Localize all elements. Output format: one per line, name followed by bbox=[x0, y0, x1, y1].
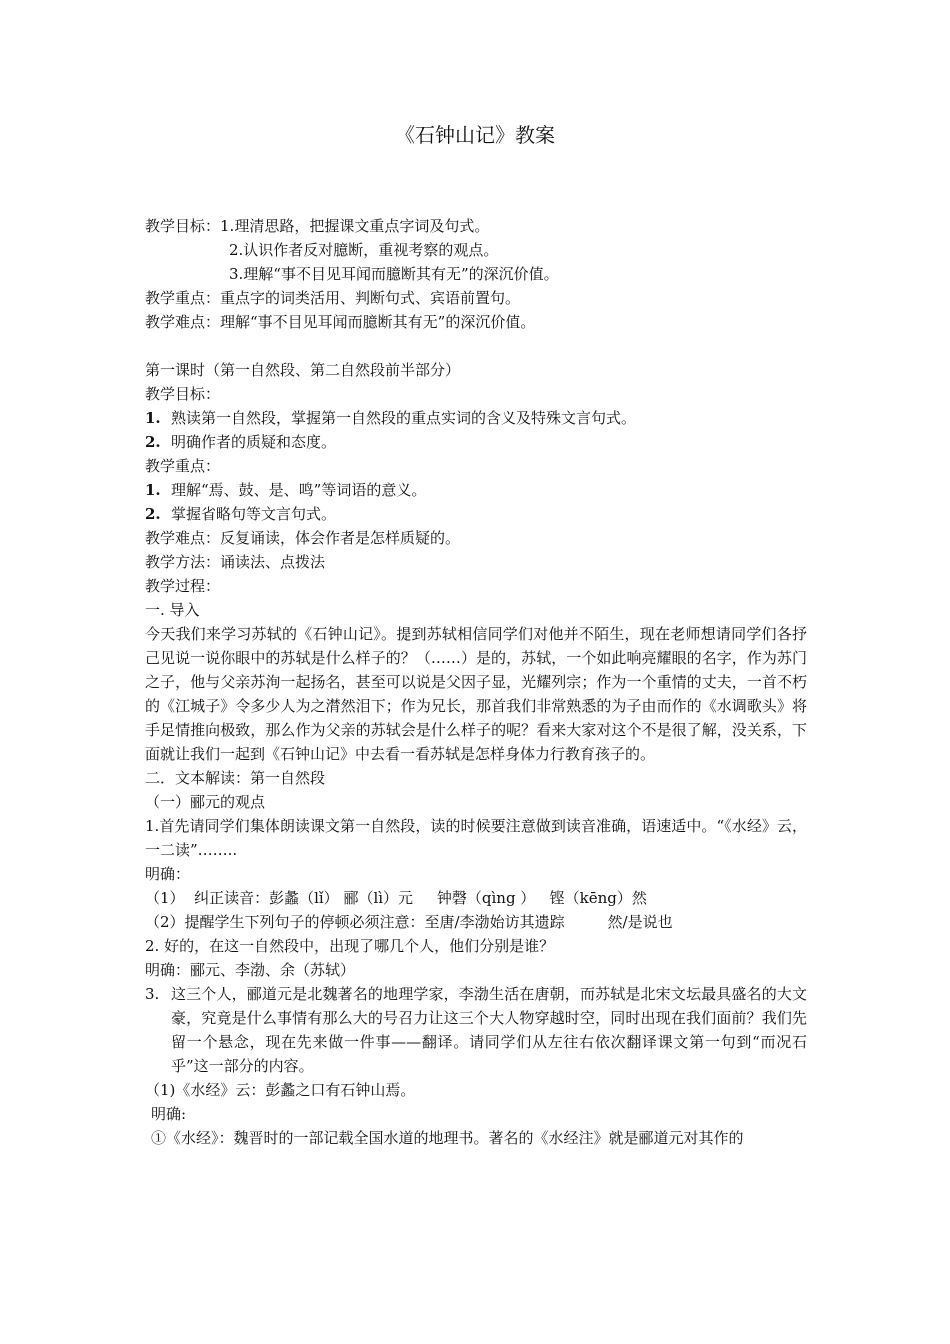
item-number: 2. bbox=[145, 505, 161, 523]
lesson-method: 教学方法：诵读法、点拨法 bbox=[145, 553, 326, 571]
item-text: 理解“焉、鼓、是、鸣”等词语的意义。 bbox=[171, 481, 427, 499]
clarify-item: （1） 纠正读音：彭蠡（lǐ） 郦（lì）元 钟磬（qìng ） 铿（kēng）然 bbox=[145, 889, 647, 907]
numbered-item bbox=[145, 478, 807, 502]
difficulties: 教学难点：理解“事不目见耳闻而臆断其有无”的深沉价值。 bbox=[145, 313, 536, 331]
blank-line bbox=[145, 334, 807, 358]
item-number: 1. bbox=[145, 409, 161, 427]
intro-paragraph: 今天我们来学习苏轼的《石钟山记》。提到苏轼相信同学们对他并不陌生，现在老师想请同学们各抒己见说一说你眼中的苏轼是什么样子的？（……）是的，苏轼，一个如此响亮耀眼的名字，作为苏门之子，他与父亲苏洵一起扬名，甚至可以说是父因子显，光耀列宗；作为一个重情的丈夫，一首不朽的《江城子》令多少人为之潸然泪下；作为兄长，那首我们非常熟悉的为子由而作的《水调歌头》将手足情推向极致，那么作为父亲的苏轼会是什么样子的呢？看来大家对这个不是很了解，没关系，下面就让我们一起到《石钟山记》中去看一看苏轼是怎样身体力行教育孩子的。 bbox=[145, 625, 807, 763]
numbered-paragraph bbox=[145, 982, 807, 1078]
objective-item: 2.认识作者反对臆断，重视考察的观点。 bbox=[229, 241, 499, 259]
paragraph: 1.首先请同学们集体朗读课文第一自然段，读的时候要注意做到读音准确，语速适中。“《水经》云，一二读”…….. bbox=[145, 817, 807, 859]
numbered-item bbox=[145, 406, 807, 430]
clarify-answer: 明确：郦元、李渤、余（苏轼） bbox=[145, 961, 356, 979]
subsection-heading: （一）郦元的观点 bbox=[145, 793, 266, 811]
objectives-line-1 bbox=[145, 214, 807, 238]
page-title: 《石钟山记》教案 bbox=[395, 123, 555, 147]
lesson-key-label: 教学重点： bbox=[145, 457, 221, 475]
paragraph: （1)《水经》云：彭蠡之口有石钟山焉。 bbox=[145, 1081, 416, 1099]
item-text: 明确作者的质疑和态度。 bbox=[171, 433, 337, 451]
item-number: 2. bbox=[145, 433, 161, 451]
lesson-process: 教学过程： bbox=[145, 577, 221, 595]
paragraph: ①《水经》：魏晋时的一部记载全国水道的地理书。著名的《水经注》就是郦道元对其作的 bbox=[151, 1129, 744, 1147]
paragraph: 2. 好的，在这一自然段中，出现了哪几个人，他们分别是谁？ bbox=[145, 937, 555, 955]
item-text: 这三个人，郦道元是北魏著名的地理学家，李渤生活在唐朝，而苏轼是北宋文坛最具盛名的大文豪，究竟是什么事情有那么大的号召力让这三个大人物穿越时空，同时出现在我们面前？我们先留一个悬念，现在先来做一件事——翻译。请同学们从左往右依次翻译课文第一句到“而况石乎”这一部分的内容。 bbox=[171, 985, 807, 1075]
objective-item: 3.理解“事不目见耳闻而臆断其有无”的深沉价值。 bbox=[229, 265, 559, 283]
lesson-heading: 第一课时（第一自然段、第二自然段前半部分） bbox=[145, 361, 461, 379]
section-heading: 一. 导入 bbox=[145, 601, 200, 619]
item-text: 掌握省略句等文言句式。 bbox=[171, 505, 337, 523]
lesson-objectives-label: 教学目标： bbox=[145, 385, 221, 403]
numbered-item bbox=[145, 502, 807, 526]
clarify-label: 明确： bbox=[145, 865, 191, 883]
key-points: 教学重点：重点字的词类活用、判断句式、宾语前置句。 bbox=[145, 289, 521, 307]
objective-item: 1.理清思路，把握课文重点字词及句式。 bbox=[220, 217, 490, 235]
clarify-item: （2）提醒学生下列句子的停顿必须注意：至唐/李渤始访其遗踪 然/是说也 bbox=[145, 913, 673, 931]
lesson-difficulty: 教学难点：反复诵读，体会作者是怎样质疑的。 bbox=[145, 529, 461, 547]
objectives-label: 教学目标： bbox=[145, 217, 221, 235]
item-number: 3. bbox=[145, 985, 160, 1003]
item-text: 熟读第一自然段，掌握第一自然段的重点实词的含义及特殊文言句式。 bbox=[171, 409, 637, 427]
section-heading: 二．文本解读：第一自然段 bbox=[145, 769, 326, 787]
numbered-item bbox=[145, 430, 807, 454]
document-body bbox=[145, 214, 807, 1150]
item-number: 1. bbox=[145, 481, 161, 499]
clarify-label: 明确: bbox=[151, 1105, 187, 1123]
